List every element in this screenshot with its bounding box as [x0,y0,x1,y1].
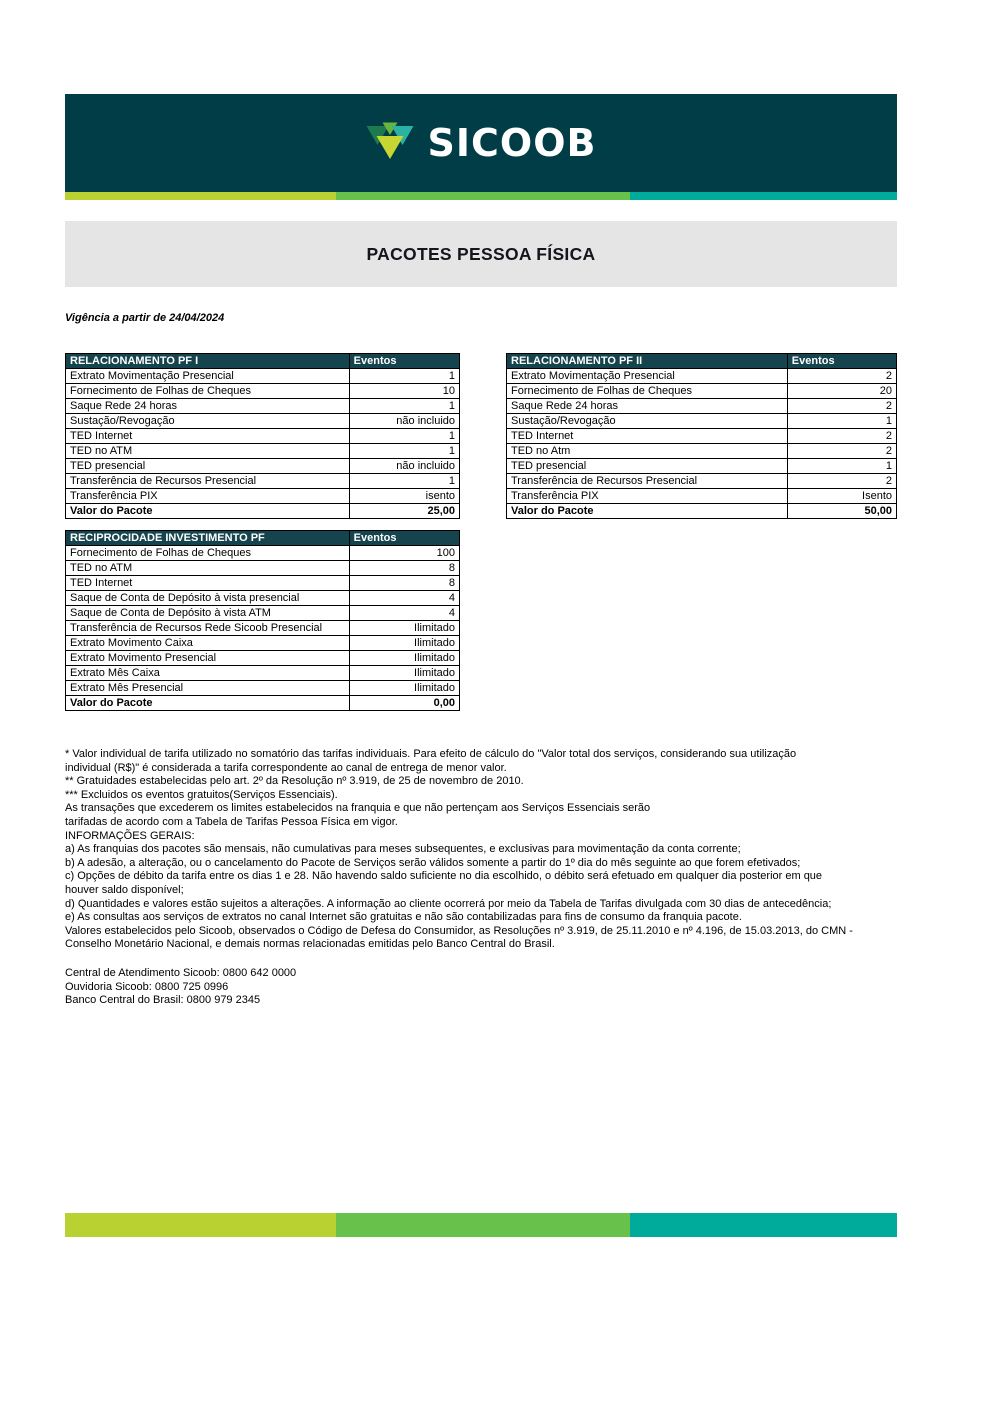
row-label: TED no ATM [66,561,350,576]
row-label: Saque de Conta de Depósito à vista presencial [66,591,350,606]
table-row [66,459,460,474]
contact-info [65,967,905,1008]
row-label: Extrato Movimento Caixa [66,636,350,651]
row-value: 10 [349,384,459,399]
table-row [66,681,460,696]
note-line: *** Excluidos os eventos gratuitos(Serviços Essenciais). [65,788,338,801]
note-line: ** Gratuidades estabelecidas pelo art. 2º da Resolução nº 3.919, de 25 de novembro de 2010. [65,775,524,788]
events-column-header: Eventos [787,354,896,369]
table-total-row [66,696,460,711]
sicoob-logo-icon [366,122,418,168]
row-label: TED Internet [66,576,350,591]
table-header-row [66,531,460,546]
table-row [66,414,460,429]
row-value: 1 [787,459,896,474]
row-label: TED no Atm [507,444,788,459]
table-row [507,384,897,399]
events-column-header: Eventos [349,531,459,546]
row-value: Ilimitado [349,621,459,636]
table-row [66,489,460,504]
table-row [66,636,460,651]
note-line: INFORMAÇÕES GERAIS: [65,829,195,842]
table-title: RECIPROCIDADE INVESTIMENTO PF [66,531,350,546]
effective-date: Vigência a partir de 24/04/2024 [65,312,225,324]
contact-line-atendimento: Central de Atendimento Sicoob: 0800 642 0000 [65,967,297,979]
note-line: Valores estabelecidos pelo Sicoob, observados o Código de Defesa do Consumidor, as Resoluções nº 3.919, de 25.11.2010 e nº 4.196, de 15.03.2013, do CMN - [65,924,853,937]
table-row [66,399,460,414]
table-row [507,369,897,384]
note-line: Conselho Monetário Nacional, e demais normas relacionadas emitidas pelo Banco Central do Brasil. [65,938,555,951]
contact-line-bacen: Banco Central do Brasil: 0800 979 2345 [65,994,261,1007]
total-label: Valor do Pacote [507,504,788,519]
row-label: Saque Rede 24 horas [66,399,350,414]
stripe-teal-segment [630,192,897,200]
stripe-green-segment [336,1213,630,1237]
row-label: Extrato Movimentação Presencial [66,369,350,384]
row-label: TED Internet [66,429,350,444]
table-title: RELACIONAMENTO PF I [66,354,350,369]
row-value: isento [349,489,459,504]
sicoob-logo-text: SICOOB [427,121,597,165]
row-value: 1 [349,369,459,384]
table-title: RELACIONAMENTO PF II [507,354,788,369]
table-row [66,651,460,666]
row-label: Fornecimento de Folhas de Cheques [507,384,788,399]
row-value: 1 [349,399,459,414]
note-line: b) A adesão, a alteração, ou o cancelamento do Pacote de Serviços serão válidos somente a partir do 1º dia do mês seguinte ao que forem efetivados; [65,856,801,869]
total-value: 0,00 [349,696,459,711]
table-total-row [66,504,460,519]
row-value: Ilimitado [349,636,459,651]
row-value: 8 [349,576,459,591]
row-value: 2 [787,444,896,459]
table-header-row [507,354,897,369]
note-line: c) Opções de débito da tarifa entre os dias 1 e 28. Não havendo saldo suficiente no dia escolhido, o débito será efetuado em qualquer dia posterior em que [65,870,823,883]
table-row [66,576,460,591]
row-label: Fornecimento de Folhas de Cheques [66,384,350,399]
row-label: TED presencial [507,459,788,474]
contact-line-ouvidoria: Ouvidoria Sicoob: 0800 725 0996 [65,980,229,993]
row-label: Extrato Movimentação Presencial [507,369,788,384]
table-row [66,621,460,636]
table-row [66,606,460,621]
total-value: 50,00 [787,504,896,519]
stripe-lime-segment [65,192,336,200]
table-row [507,459,897,474]
row-value: 8 [349,561,459,576]
note-line: d) Quantidades e valores estão sujeitos a alterações. A informação ao cliente ocorrerá por meio da Tabela de Tarifas divulgada com 30 dias de antecedência; [65,897,832,910]
row-label: Transferência PIX [66,489,350,504]
table-row [507,489,897,504]
row-label: Extrato Mês Caixa [66,666,350,681]
note-line: tarifadas de acordo com a Tabela de Tarifas Pessoa Física em vigor. [65,815,398,828]
row-label: Sustação/Revogação [66,414,350,429]
note-line: individual (R$)" é considerada a tarifa correspondente ao canal de entrega de menor valor. [65,761,507,774]
table-relacionamento-pf-1 [65,353,460,519]
stripe-teal-segment [630,1213,897,1237]
row-value: Isento [787,489,896,504]
row-label: TED no ATM [66,444,350,459]
total-value: 25,00 [349,504,459,519]
table-row [66,561,460,576]
row-value: 2 [787,429,896,444]
row-label: Transferência de Recursos Rede Sicoob Presencial [66,621,350,636]
row-value: 1 [349,429,459,444]
row-label: Transferência de Recursos Presencial [66,474,350,489]
table-row [66,666,460,681]
row-label: Transferência de Recursos Presencial [507,474,788,489]
row-value: 1 [787,414,896,429]
row-value: não incluido [349,459,459,474]
row-label: Extrato Movimento Presencial [66,651,350,666]
row-value: Ilimitado [349,666,459,681]
row-value: 100 [349,546,459,561]
table-row [507,444,897,459]
table-reciprocidade-investimento-pf [65,530,460,711]
table-header-row [66,354,460,369]
stripe-green-segment [336,192,630,200]
table-relacionamento-pf-2 [506,353,897,519]
row-value: Ilimitado [349,681,459,696]
note-line: As transações que excederem os limites estabelecidos na franquia e que não pertençam aos Serviços Essenciais serão [65,802,651,815]
note-line: * Valor individual de tarifa utilizado no somatório das tarifas individuais. Para efeito de cálculo do "Valor total dos serviços, considerando sua utilização [65,748,797,760]
header-color-stripe [65,192,897,200]
row-label: TED presencial [66,459,350,474]
total-label: Valor do Pacote [66,504,350,519]
table-row [66,591,460,606]
row-value: 2 [787,474,896,489]
row-label: Fornecimento de Folhas de Cheques [66,546,350,561]
table-row [507,429,897,444]
table-row [66,369,460,384]
note-line: e) As consultas aos serviços de extratos no canal Internet são gratuitas e não são contabilizadas para fins de consumo da franquia pacote. [65,911,742,924]
row-value: 4 [349,591,459,606]
row-label: Sustação/Revogação [507,414,788,429]
table-row [507,399,897,414]
row-value: 20 [787,384,896,399]
row-value: 1 [349,444,459,459]
row-label: TED Internet [507,429,788,444]
table-row [66,474,460,489]
page-title: PACOTES PESSOA FÍSICA [366,243,596,264]
table-row [66,384,460,399]
row-value: 1 [349,474,459,489]
table-row [66,546,460,561]
row-value: 2 [787,369,896,384]
row-label: Extrato Mês Presencial [66,681,350,696]
table-row [507,474,897,489]
table-total-row [507,504,897,519]
header-banner [65,94,897,192]
note-line: a) As franquias dos pacotes são mensais, não cumulativas para meses subsequentes, e exclusivas para movimentação da conta corrente; [65,843,741,856]
events-column-header: Eventos [349,354,459,369]
row-label: Saque Rede 24 horas [507,399,788,414]
row-value: não incluido [349,414,459,429]
footer-color-stripe [65,1213,897,1237]
table-row [507,414,897,429]
row-label: Transferência PIX [507,489,788,504]
table-row [66,444,460,459]
table-row [66,429,460,444]
row-value: 2 [787,399,896,414]
note-line: houver saldo disponível; [65,883,184,896]
row-value: Ilimitado [349,651,459,666]
row-value: 4 [349,606,459,621]
stripe-lime-segment [65,1213,336,1237]
title-bar [65,221,897,287]
row-label: Saque de Conta de Depósito à vista ATM [66,606,350,621]
total-label: Valor do Pacote [66,696,350,711]
footnotes [65,748,905,952]
